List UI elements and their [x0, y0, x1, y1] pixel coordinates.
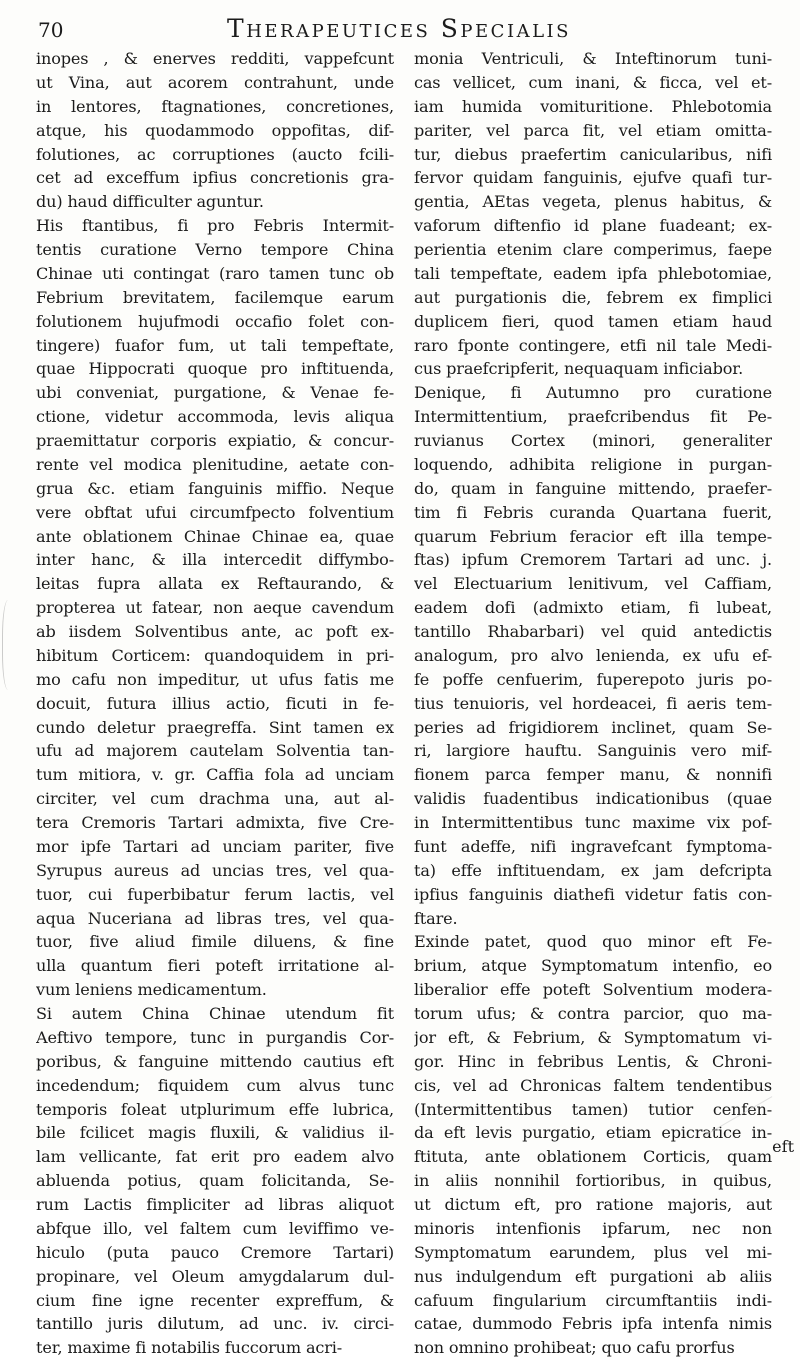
text-line: Intermittentium, praefcribendus fit Pe-	[414, 407, 772, 427]
text-line: mor ipfe Tartari ad unciam pariter, five	[36, 836, 394, 856]
text-line: folutionem hujufmodi occafio folet con-	[36, 311, 394, 331]
text-line: analogum, pro alvo lenienda, ex ufu ef-	[414, 645, 772, 665]
text-line: inter hanc, & illa intercedit diffymbo-	[36, 550, 394, 570]
text-line: rum Lactis fimpliciter ad libras aliquot	[36, 1195, 394, 1214]
text-line: abfque illo, vel faltem cum leviffimo ve-	[36, 1218, 394, 1238]
text-line: ufu ad majorem cautelam Solventia tan-	[36, 741, 394, 761]
text-line: lam vellicante, fat erit pro eadem alvo	[36, 1147, 394, 1167]
text-line: duplicem fieri, quod tamen etiam haud	[414, 311, 772, 331]
page-number: 70	[38, 18, 64, 42]
text-line: in Intermittentibus tunc maxime vix pof-	[414, 813, 772, 832]
text-line: liberalior effe poteft Solventium modera-	[414, 980, 772, 1000]
text-line: poribus, & fanguine mittendo cautius eft	[36, 1051, 394, 1071]
text-line: tius tenuioris, vel hordeacei, fi aeris tem-	[414, 693, 772, 713]
text-line: eadem dofi (admixto etiam, fi lubeat,	[414, 598, 772, 618]
page-header	[38, 14, 760, 48]
text-line: tentis curatione Verno tempore China	[36, 240, 394, 259]
text-line: cundo deletur praegreffa. Sint tamen ex	[36, 717, 394, 737]
text-line: (Intermittentibus tamen) tutior cenfen-	[414, 1099, 772, 1119]
text-line: leitas fupra allata ex Reftaurando, &	[36, 574, 394, 594]
text-line: tantillo juris dilutum, ad unc. iv. circi-	[36, 1314, 394, 1334]
text-line: Chinae uti contingat (raro tamen tunc ob	[36, 263, 394, 283]
text-line: Symptomatum earundem, plus vel mi-	[414, 1242, 772, 1262]
text-line: tingere) fuafor fum, ut tali tempeftate,	[36, 335, 394, 355]
text-line: loquendo, adhibita religione in purgan-	[414, 454, 772, 474]
text-line: fionem parca femper manu, & nonnifi	[414, 765, 772, 785]
text-line: jor eft, & Febrium, & Symptomatum vi-	[414, 1027, 772, 1047]
running-title: Therapeutices Specialis	[227, 14, 571, 43]
text-line: Aeftivo tempore, tunc in purgandis Cor-	[36, 1027, 394, 1047]
text-line: tera Cremoris Tartari admixta, five Cre-	[36, 813, 394, 832]
text-line: vaforum diftenfio id plane fuadeant; ex-	[414, 216, 772, 236]
text-line: vum leniens medicamentum.	[36, 980, 267, 1000]
text-line: iam humida vomituritione. Phlebotomia	[414, 96, 772, 116]
text-line: cus praefcripferit, nequaquam inficiabor.	[414, 359, 744, 379]
text-line: gentia, AEtas vegeta, plenus habitus, &	[414, 192, 772, 212]
text-line: tim fi Febris curanda Quartana fuerit,	[414, 502, 772, 522]
text-line: catae, dummodo Febris ipfa intenfa nimis	[414, 1314, 772, 1334]
text-line: brium, atque Symptomatum intenfio, eo	[414, 956, 772, 976]
text-line: do, quam in fanguine mittendo, praefer-	[414, 478, 772, 498]
text-line: ta) effe inftituendam, ex jam defcripta	[414, 860, 772, 880]
text-line: mo cafu non impeditur, ut ufus fatis me	[36, 669, 394, 689]
text-line: bile fcilicet magis fluxili, & validius il-	[36, 1123, 394, 1143]
text-line: tuor, cui fuperbibatur ferum lactis, vel	[36, 884, 394, 904]
text-line: cet ad exceffum ipfius concretionis gra-	[36, 168, 394, 188]
text-line: incedendum; fiquidem cum alvus tunc	[36, 1075, 394, 1095]
text-line: cafuum fingularium circumftantiis indi-	[414, 1290, 772, 1310]
text-line: propinare, vel Oleum amygdalarum dul-	[36, 1266, 394, 1286]
text-line: atque, his quodammodo oppofitas, dif-	[36, 120, 394, 140]
text-line: quarum Febrium feracior eft illa tempe-	[414, 526, 772, 546]
left-column	[36, 47, 394, 1360]
text-line: ante oblationem Chinae Chinae ea, quae	[36, 526, 394, 546]
text-line: quae Hippocrati quoque pro inftituenda,	[36, 359, 394, 379]
text-line: ftituta, ante oblationem Corticis, quam	[414, 1147, 772, 1167]
text-line: cium fine igne recenter expreffum, &	[36, 1290, 394, 1310]
text-line: ubi conveniat, purgatione, & Venae fe-	[36, 383, 394, 403]
text-line: minoris intenfionis ipfarum, nec non	[414, 1218, 772, 1238]
text-line: tantillo Rhabarbari) vel quid antedictis	[414, 622, 772, 641]
text-columns	[36, 47, 772, 1358]
text-line: ctione, videtur accommoda, levis aliqua	[36, 407, 394, 427]
text-line: tur, diebus praefertim canicularibus, nifi	[414, 144, 772, 164]
text-line: in lentores, ftagnationes, concretiones,	[36, 96, 394, 116]
text-line: His ftantibus, fi pro Febris Intermit-	[36, 216, 394, 236]
text-line: ut dictum eft, pro ratione majoris, aut	[414, 1195, 772, 1214]
text-line: perientia etenim clare comperimus, faepe	[414, 240, 772, 259]
text-line: hiculo (puta pauco Cremore Tartari)	[36, 1242, 394, 1262]
text-line: ri, largiore hauftu. Sanguinis vero mif-	[414, 741, 772, 761]
text-line: funt adeffe, nifi ingravefcant fymptoma-	[414, 836, 772, 856]
text-line: raro fponte contingere, etfi nil tale Medi-	[414, 335, 772, 355]
text-line: aqua Nuceriana ad libras tres, vel qua-	[36, 908, 394, 928]
text-line: hibitum Corticem: quandoquidem in pri-	[36, 645, 394, 665]
text-line: temporis foleat utplurimum effe lubrica,	[36, 1099, 394, 1119]
text-line: Febrium brevitatem, facilemque earum	[36, 287, 394, 307]
margin-pencil-mark	[2, 600, 17, 690]
text-line: ut Vina, aut acorem contrahunt, unde	[36, 72, 394, 92]
text-line: ruvianus Cortex (minori, generaliter	[414, 431, 772, 450]
text-line: ter, maxime fi notabilis fuccorum acri-	[36, 1338, 343, 1358]
text-line: abluenda potius, quam folicitanda, Se-	[36, 1171, 394, 1191]
text-line: propterea ut fatear, non aeque cavendum	[36, 598, 394, 618]
text-line: ulla quantum fieri poteft irritatione al-	[36, 956, 394, 976]
text-line: circiter, vel cum drachma una, aut al-	[36, 789, 394, 809]
text-line: da eft levis purgatio, etiam epicratice in-	[414, 1123, 772, 1143]
text-line: rente vel modica plenitudine, aetate con-	[36, 454, 394, 474]
text-line: docuit, futura illius actio, ficuti in fe-	[36, 693, 394, 713]
catchword: eft	[772, 1137, 794, 1156]
text-line: vere obftat ufui circumfpecto folventium	[36, 502, 394, 522]
text-line: tuor, five aliud fimile diluens, & fine	[36, 932, 394, 952]
text-line: monia Ventriculi, & Inteftinorum tuni-	[414, 49, 772, 68]
text-line: ftas) ipfum Cremorem Tartari ad unc. j.	[414, 550, 772, 570]
text-line: tum mitiora, v. gr. Caffia fola ad unciam	[36, 765, 394, 785]
text-line: grua &c. etiam fanguinis miffio. Neque	[36, 478, 394, 498]
text-line: Denique, fi Autumno pro curatione	[414, 383, 772, 403]
text-line: validis fuadentibus indicationibus (quae	[414, 789, 772, 809]
text-line: pariter, vel parca fit, vel etiam omitta-	[414, 120, 772, 140]
text-line: inopes , & enerves redditi, vappefcunt	[36, 49, 394, 68]
text-line: praemittatur corporis expiatio, & concur-	[36, 431, 394, 450]
text-line: folutiones, ac corruptiones (aucto fcili-	[36, 144, 394, 164]
text-line: non omnino prohibeat; quo cafu prorfus	[414, 1338, 735, 1358]
text-line: in aliis nonnihil fortioribus, in quibus,	[414, 1171, 772, 1191]
text-line: cas vellicet, cum inani, & ficca, vel et-	[414, 72, 772, 92]
text-line: fe poffe cenfuerim, fuperepoto juris po-	[414, 669, 772, 689]
text-line: du) haud difficulter aguntur.	[36, 192, 264, 212]
text-line: gor. Hinc in febribus Lentis, & Chroni-	[414, 1051, 772, 1071]
text-line: ab iisdem Solventibus ante, ac poft ex-	[36, 622, 394, 641]
text-line: ipfius fanguinis diathefi videtur fatis con-	[414, 884, 772, 904]
text-line: tali tempeftate, eadem ipfa phlebotomiae,	[414, 263, 772, 283]
text-line: peries ad frigidiorem inclinet, quam Se-	[414, 717, 772, 737]
text-line: Syrupus aureus ad uncias tres, vel qua-	[36, 860, 394, 880]
text-line: Exinde patet, quod quo minor eft Fe-	[414, 932, 772, 952]
text-line: vel Electuarium lenitivum, vel Caffiam,	[414, 574, 772, 594]
text-line: cis, vel ad Chronicas faltem tendentibus	[414, 1075, 772, 1095]
text-line: aut purgationis die, febrem ex fimplici	[414, 287, 772, 307]
text-line: fervor quidam fanguinis, ejufve quafi tur-	[414, 168, 772, 188]
text-line: ftare.	[414, 908, 458, 928]
text-line: Si autem China Chinae utendum fit	[36, 1004, 394, 1023]
text-line: nus indulgendum eft purgationi ab aliis	[414, 1266, 772, 1286]
text-line: torum ufus; & contra parcior, quo ma-	[414, 1004, 772, 1023]
